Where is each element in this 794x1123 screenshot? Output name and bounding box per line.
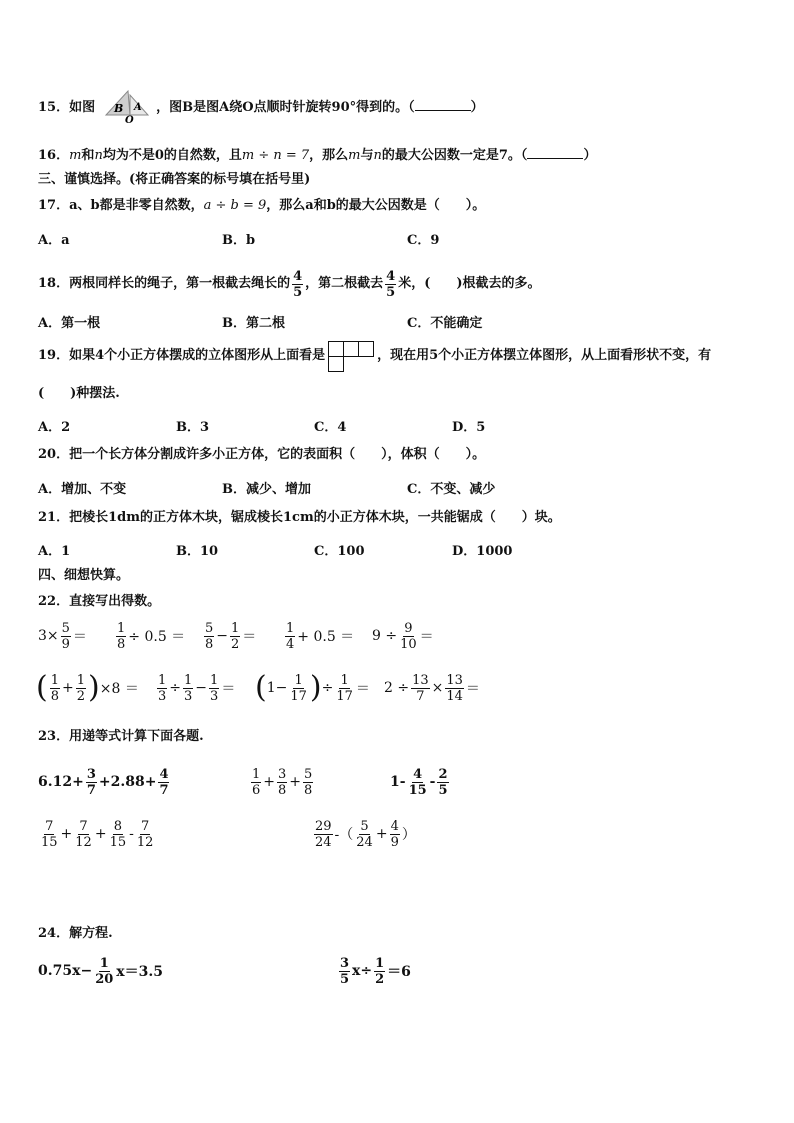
q23-expr-2: $\frac{1}{6}$ + $\frac{3}{8}$ + $\frac{5}{8}$ [252,766,313,798]
q23-expr-4: $\frac{7}{15}$ + $\frac{7}{12}$ + $\frac{8}{15}$ - $\frac{7}{12}$ [41,818,154,850]
q19-option-a[interactable]: A．2 [38,420,71,435]
q19-option-b[interactable]: B．3 [176,420,210,435]
q22-expr-8: ( 1− $\frac{1}{17}$ ) ÷ $\frac{1}{17}$ ＝ [255,670,370,705]
question-19: 19．如果4个小正方体摆成的立体图形从上面看是 ，现在用5个小正方体摆立体图形，从上面看形状不变，有 [38,345,711,367]
top-view-figure [327,341,375,371]
q22-expr-1: 3× $\frac{5}{9}$ ＝ [38,620,87,652]
figure-label-b: B [113,101,123,115]
question-15: 15．如图 B A O ，图B是图A绕O点顺时针旋转90°得到的。（ ） [38,98,484,117]
q21-option-a[interactable]: A．1 [38,544,71,559]
q22-expr-3: $\frac{5}{8}$ − $\frac{1}{2}$ ＝ [205,620,257,652]
q20-option-b[interactable]: B．减少、增加 [222,482,311,497]
answer-blank[interactable] [527,146,583,159]
q24-equation-1: 0.75x− $\frac{1}{20}$ x＝3.5 [38,955,163,987]
question-16: 16．m和n均为不是0的自然数，且m ÷ n = 7，那么m与n的最大公因数一定是7。（ ） [38,148,597,163]
q23-expr-5: $\frac{29}{24}$ -（ $\frac{5}{24}$ + $\frac{4}{9}$ ） [315,818,416,850]
question-22-title: 22．直接写出得数。 [38,594,161,609]
section-4-heading: 四、细想快算。 [38,568,130,583]
question-23-title: 23．用递等式计算下面各题. [38,729,204,744]
q24-equation-2: $\frac{3}{5}$ x÷ $\frac{1}{2}$ ＝6 [340,955,411,987]
q17-option-a[interactable]: A．a [38,233,70,248]
question-19-cont: ( )种摆法. [38,386,120,401]
q23-expr-1: 6.12+ $\frac{3}{7}$ +2.88+ $\frac{4}{7}$ [38,766,169,798]
q18-option-c[interactable]: C．不能确定 [407,316,483,331]
question-17: 17．a、b都是非零自然数，a ÷ b = 9，那么a和b的最大公因数是（ ）。 [38,198,486,213]
rotation-figure [100,87,152,123]
q22-expr-4: $\frac{1}{4}$ + 0.5 ＝ [286,620,355,652]
fraction: $\frac{4}{5}$ [386,268,396,300]
fraction: $\frac{4}{5}$ [293,268,303,300]
q20-option-c[interactable]: C．不变、减少 [407,482,496,497]
q21-option-c[interactable]: C．100 [314,544,365,559]
q21-option-d[interactable]: D．1000 [452,544,513,559]
figure-label-a: A [133,101,142,113]
question-18: 18．两根同样长的绳子，第一根截去绳长的 $\frac{4}{5}$ ，第二根截去 $\frac{4}{5}$ 米，( )根截去的多。 [38,268,541,300]
q19-option-d[interactable]: D．5 [452,420,486,435]
question-20: 20．把一个长方体分割成许多小正方体，它的表面积（ ），体积（ ）。 [38,447,486,462]
figure-label-o: O [124,114,134,123]
q19-option-c[interactable]: C．4 [314,420,347,435]
question-21: 21．把棱长1dm的正方体木块，锯成棱长1cm的小正方体木块，一共能锯成（ ）块。 [38,510,561,525]
q21-option-b[interactable]: B．10 [176,544,219,559]
q22-expr-6: ( $\frac{1}{8}$ + $\frac{1}{2}$ ) ×8 ＝ [36,670,139,705]
q18-option-a[interactable]: A．第一根 [38,316,101,331]
section-3-heading: 三、谨慎选择。(将正确答案的标号填在括号里) [38,172,311,187]
q23-expr-3: 1- $\frac{4}{15}$ - $\frac{2}{5}$ [390,766,448,798]
q17-option-b[interactable]: B．b [222,233,256,248]
q22-expr-5: 9 ÷ $\frac{9}{10}$ ＝ [372,620,434,652]
q22-expr-2: $\frac{1}{8}$ ÷ 0.5 ＝ [117,620,186,652]
q22-expr-7: $\frac{1}{3}$ ÷ $\frac{1}{3}$ − $\frac{1}{3}$ ＝ [158,672,236,704]
q17-option-c[interactable]: C．9 [407,233,440,248]
q22-expr-9: 2 ÷ $\frac{13}{7}$ × $\frac{13}{14}$ ＝ [384,672,480,704]
question-24-title: 24．解方程. [38,926,113,941]
answer-blank[interactable] [415,98,471,111]
q20-option-a[interactable]: A．增加、不变 [38,482,127,497]
q18-option-b[interactable]: B．第二根 [222,316,285,331]
